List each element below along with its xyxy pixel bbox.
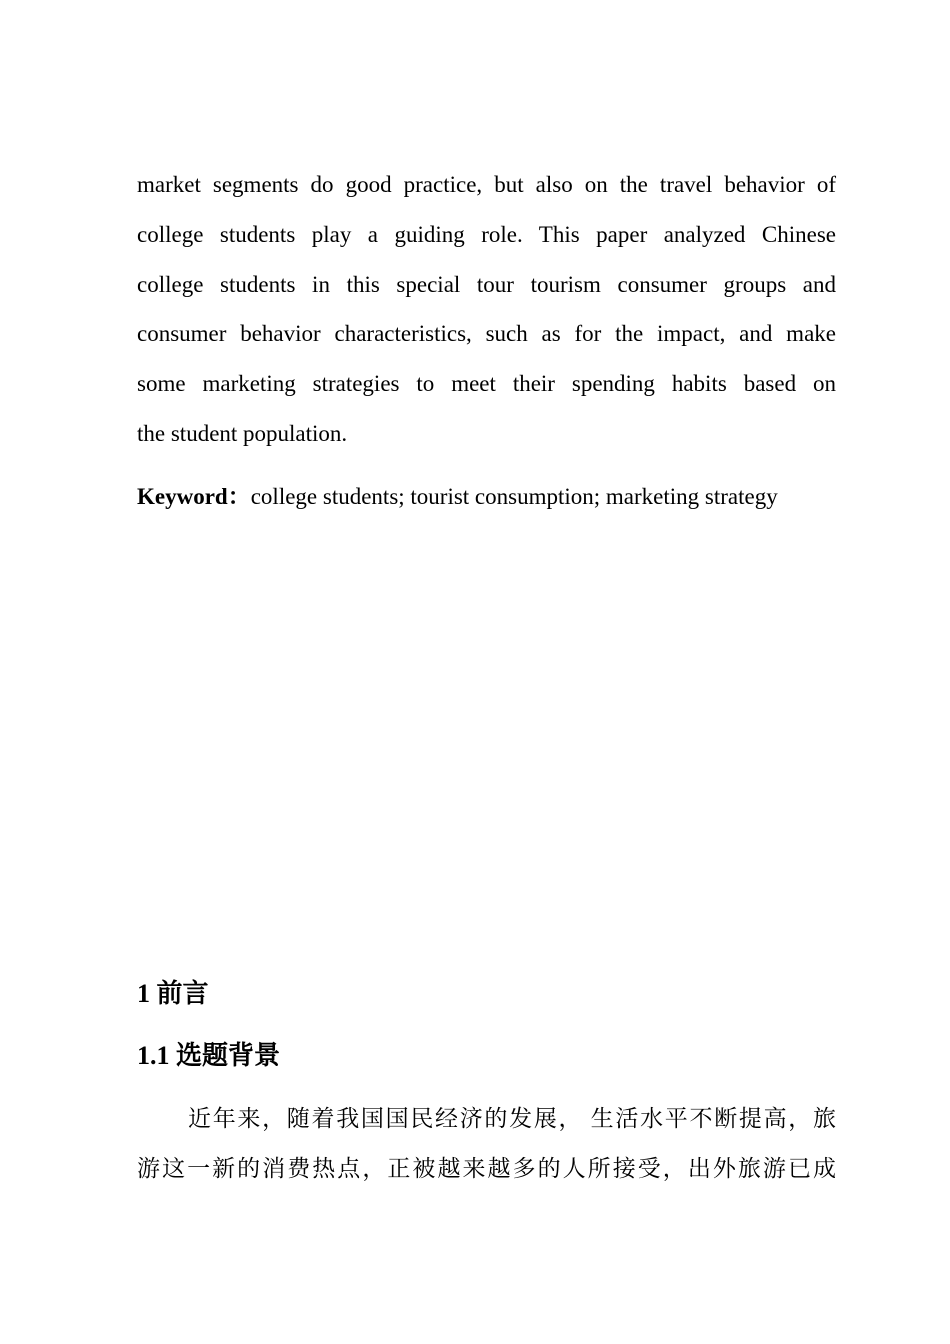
body-line-2: 游这一新的消费热点，正被越来越多的人所接受，出外旅游已成	[137, 1156, 836, 1181]
abstract-line-3: college students in this special tour tourism consumer groups and	[137, 271, 836, 297]
abstract-line-5: some marketing strategies to meet their spending habits based on	[137, 371, 836, 397]
abstract-line-2: college students play a guiding role. This paper analyzed Chinese	[137, 221, 836, 247]
abstract-line-1: market segments do good practice, but also on the travel behavior of	[137, 172, 836, 197]
body-line-1: 近年来，随着我国国民经济的发展， 生活水平不断提高，旅	[188, 1106, 836, 1131]
keywords-line	[137, 477, 836, 517]
abstract-line-4: consumer behavior characteristics, such as for the impact, and make	[137, 321, 836, 347]
abstract-paragraph	[137, 160, 836, 459]
section-heading: 1 前言	[137, 979, 209, 1008]
keywords-text: college students; tourist consumption; marketing strategy	[250, 484, 778, 509]
subsection-heading: 1.1 选题背景	[137, 1041, 281, 1070]
keywords-label: Keyword：	[137, 484, 251, 509]
body-paragraph	[137, 1094, 836, 1194]
abstract-line-6: the student population.	[137, 420, 348, 446]
